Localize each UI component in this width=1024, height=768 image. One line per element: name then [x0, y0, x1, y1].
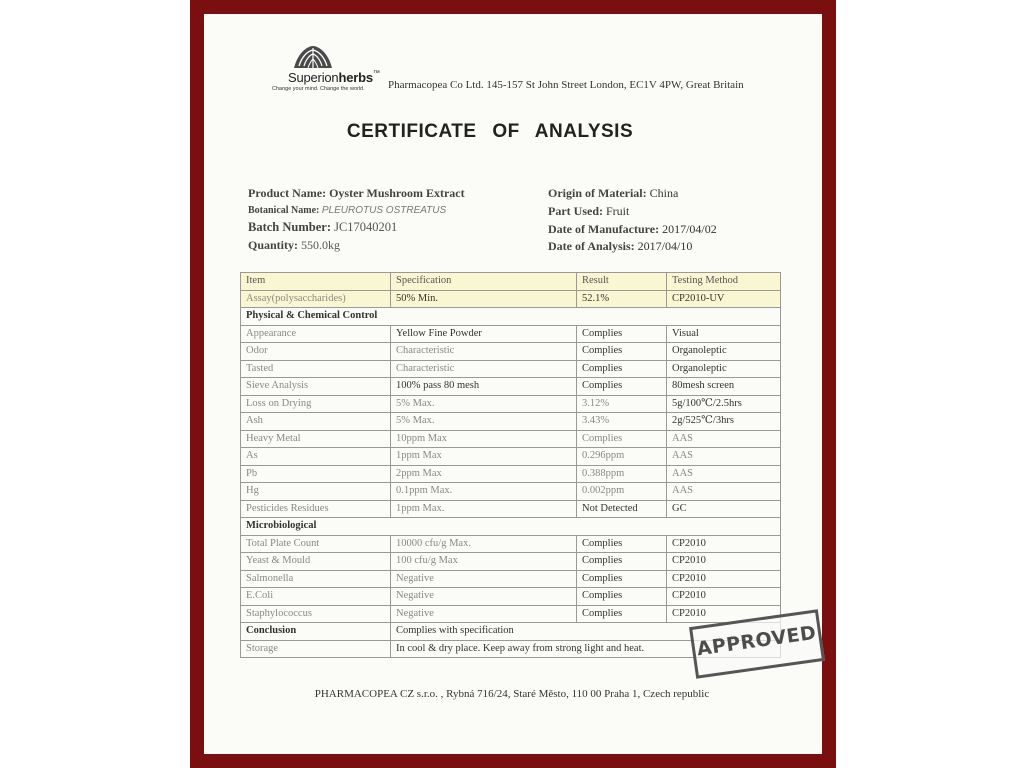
- table-cell: Complies: [577, 430, 667, 448]
- table-cell: Hg: [241, 483, 391, 501]
- table-header-row: [241, 273, 781, 291]
- table-cell: 50% Min.: [391, 290, 577, 308]
- table-cell: Complies: [577, 343, 667, 361]
- table-cell: 0.388ppm: [577, 465, 667, 483]
- table-row: [241, 395, 781, 413]
- table-cell: Odor: [241, 343, 391, 361]
- table-cell: CP2010: [667, 553, 781, 571]
- table-cell: Salmonella: [241, 570, 391, 588]
- conclusion-label: Conclusion: [241, 623, 391, 641]
- table-row: [241, 588, 781, 606]
- origin-of-material: Origin of Material: China: [548, 186, 679, 200]
- table-cell: AAS: [667, 483, 781, 501]
- column-header: Testing Method: [667, 273, 781, 291]
- batch-number: Batch Number: JC17040201: [248, 220, 398, 234]
- table-row: [241, 448, 781, 466]
- table-cell: Yeast & Mould: [241, 553, 391, 571]
- table-row: [241, 413, 781, 431]
- table-cell: Characteristic: [391, 360, 577, 378]
- table-cell: 10ppm Max: [391, 430, 577, 448]
- date-of-analysis: Date of Analysis: 2017/04/10: [548, 239, 693, 253]
- table-cell: Total Plate Count: [241, 535, 391, 553]
- table-cell: As: [241, 448, 391, 466]
- table-cell: Complies: [577, 588, 667, 606]
- table-cell: CP2010: [667, 605, 781, 623]
- table-cell: Characteristic: [391, 343, 577, 361]
- storage-value: In cool & dry place. Keep away from strong light and heat.: [391, 640, 781, 658]
- column-header: Result: [577, 273, 667, 291]
- document-title: CERTIFICATE OF ANALYSIS: [346, 121, 634, 142]
- table-row: [241, 483, 781, 501]
- table-cell: 2g/525℃/3hrs: [667, 413, 781, 431]
- table-cell: Complies: [577, 360, 667, 378]
- table-row: [241, 430, 781, 448]
- table-cell: Complies: [577, 378, 667, 396]
- table-cell: Visual: [667, 325, 781, 343]
- table-cell: 100 cfu/g Max: [391, 553, 577, 571]
- table-cell: CP2010-UV: [667, 290, 781, 308]
- botanical-name: Botanical Name: PLEUROTUS OSTREATUS: [248, 205, 447, 216]
- table-cell: 3.12%: [577, 395, 667, 413]
- table-cell: 0.1ppm Max.: [391, 483, 577, 501]
- company-logo: [270, 42, 382, 98]
- table-cell: 100% pass 80 mesh: [391, 378, 577, 396]
- table-cell: Complies: [577, 325, 667, 343]
- assay-row: [241, 290, 781, 308]
- table-row: [241, 343, 781, 361]
- table-cell: Complies: [577, 535, 667, 553]
- table-cell: Staphylococcus: [241, 605, 391, 623]
- table-cell: Appearance: [241, 325, 391, 343]
- table-row: [241, 500, 781, 518]
- table-cell: Negative: [391, 570, 577, 588]
- table-cell: CP2010: [667, 535, 781, 553]
- table-cell: Sieve Analysis: [241, 378, 391, 396]
- table-cell: AAS: [667, 465, 781, 483]
- table-cell: Negative: [391, 605, 577, 623]
- table-cell: AAS: [667, 430, 781, 448]
- table-cell: 5% Max.: [391, 395, 577, 413]
- table-cell: 5% Max.: [391, 413, 577, 431]
- logo-wordmark: Superionherbs™: [288, 70, 380, 85]
- table-cell: Tasted: [241, 360, 391, 378]
- table-cell: Not Detected: [577, 500, 667, 518]
- table-cell: Complies: [577, 605, 667, 623]
- table-cell: Assay(polysaccharides): [241, 290, 391, 308]
- table-row: [241, 553, 781, 571]
- section-row: [241, 308, 781, 326]
- table-cell: Pb: [241, 465, 391, 483]
- herb-leaf-icon: [290, 42, 336, 72]
- table-cell: Yellow Fine Powder: [391, 325, 577, 343]
- table-cell: Heavy Metal: [241, 430, 391, 448]
- column-header: Item: [241, 273, 391, 291]
- table-cell: 1ppm Max.: [391, 500, 577, 518]
- table-cell: Organoleptic: [667, 360, 781, 378]
- table-row: [241, 535, 781, 553]
- table-cell: 5g/100℃/2.5hrs: [667, 395, 781, 413]
- conclusion-value: Complies with specification: [391, 623, 781, 641]
- column-header: Specification: [391, 273, 577, 291]
- table-cell: Negative: [391, 588, 577, 606]
- footer-address: PHARMACOPEA CZ s.r.o. , Rybná 716/24, Staré Město, 110 00 Praha 1, Czech republic: [314, 688, 710, 700]
- table-row: [241, 360, 781, 378]
- table-cell: Ash: [241, 413, 391, 431]
- product-name: Product Name: Oyster Mushroom Extract: [248, 186, 465, 200]
- section-row: [241, 518, 781, 536]
- quantity: Quantity: 550.0kg: [248, 238, 341, 252]
- approved-stamp: APPROVED: [689, 609, 825, 679]
- table-cell: 3.43%: [577, 413, 667, 431]
- storage-label: Storage: [241, 640, 391, 658]
- table-cell: Organoleptic: [667, 343, 781, 361]
- table-cell: 1ppm Max: [391, 448, 577, 466]
- table-cell: Pesticides Residues: [241, 500, 391, 518]
- table-cell: 52.1%: [577, 290, 667, 308]
- header-address: Pharmacopea Co Ltd. 145-157 St John Street London, EC1V 4PW, Great Britain: [388, 79, 744, 91]
- table-cell: 0.002ppm: [577, 483, 667, 501]
- table-cell: 0.296ppm: [577, 448, 667, 466]
- section-heading-microbiological: Microbiological: [241, 518, 781, 536]
- table-cell: GC: [667, 500, 781, 518]
- table-row: [241, 605, 781, 623]
- logo-tagline: Change your mind. Change the world.: [272, 86, 365, 92]
- table-cell: 80mesh screen: [667, 378, 781, 396]
- table-row: [241, 325, 781, 343]
- table-row: [241, 465, 781, 483]
- section-heading-physical: Physical & Chemical Control: [241, 308, 781, 326]
- table-row: [241, 570, 781, 588]
- table-cell: AAS: [667, 448, 781, 466]
- table-cell: E.Coli: [241, 588, 391, 606]
- analysis-table: [240, 272, 781, 658]
- table-cell: Complies: [577, 553, 667, 571]
- table-cell: Complies: [577, 570, 667, 588]
- table-cell: CP2010: [667, 588, 781, 606]
- date-of-manufacture: Date of Manufacture: 2017/04/02: [548, 222, 717, 236]
- table-cell: CP2010: [667, 570, 781, 588]
- table-cell: 10000 cfu/g Max.: [391, 535, 577, 553]
- part-used: Part Used: Fruit: [548, 204, 630, 218]
- table-cell: 2ppm Max: [391, 465, 577, 483]
- table-row: [241, 378, 781, 396]
- table-cell: Loss on Drying: [241, 395, 391, 413]
